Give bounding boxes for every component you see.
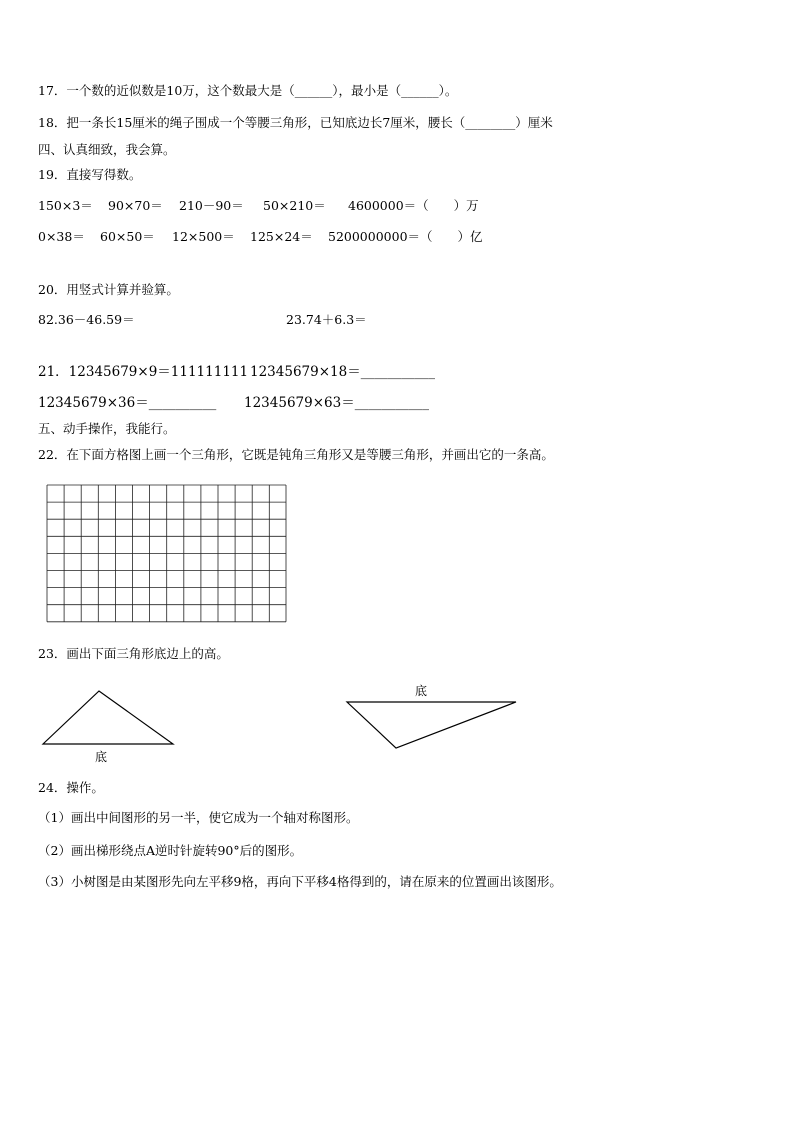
question-19-title: 19．直接写得数。 bbox=[38, 167, 142, 182]
question-24-item-1: （1）画出中间图形的另一半，使它成为一个轴对称图形。 bbox=[38, 810, 359, 825]
calc-item: 12×500＝ bbox=[172, 229, 235, 244]
q21-expression: 21．12345679×9＝111111111 bbox=[38, 364, 249, 380]
section-5-heading: 五、动手操作，我能行。 bbox=[38, 421, 176, 436]
question-24-item-2: （2）画出梯形绕点A逆时针旋转90°后的图形。 bbox=[38, 843, 303, 858]
calc-item: 60×50＝ bbox=[100, 229, 155, 244]
section-4-heading: 四、认真细致，我会算。 bbox=[38, 142, 176, 157]
calc-item: 5200000000＝（ ）亿 bbox=[328, 229, 483, 244]
q21-expression: 12345679×63＝___________ bbox=[244, 395, 429, 411]
question-17: 17．一个数的近似数是10万，这个数最大是（______），最小是（______）。 bbox=[38, 83, 458, 98]
square-grid[interactable] bbox=[46, 484, 288, 624]
calc-item: 50×210＝ bbox=[263, 198, 326, 213]
calc-item: 210－90＝ bbox=[179, 198, 244, 213]
vertical-calc-item: 82.36－46.59＝ bbox=[38, 312, 135, 327]
question-20-title: 20．用竖式计算并验算。 bbox=[38, 282, 179, 297]
question-23-title: 23．画出下面三角形底边上的高。 bbox=[38, 646, 229, 661]
triangle-right-shape[interactable] bbox=[347, 702, 516, 748]
question-24-item-3: （3）小树图是由某图形先向左平移9格，再向下平移4格得到的，请在原来的位置画出该图形。 bbox=[38, 874, 562, 889]
base-label-left: 底 bbox=[95, 750, 108, 764]
calc-item: 150×3＝ bbox=[38, 198, 93, 213]
calc-item: 125×24＝ bbox=[250, 229, 313, 244]
question-24-title: 24．操作。 bbox=[38, 780, 104, 795]
triangle-left-shape[interactable] bbox=[43, 691, 173, 744]
question-18: 18．把一条长15厘米的绳子围成一个等腰三角形，已知底边长7厘米，腰长（________）厘米 bbox=[38, 115, 553, 130]
base-label-right: 底 bbox=[415, 684, 428, 698]
triangle-left[interactable] bbox=[40, 686, 180, 766]
calc-item: 4600000＝（ ）万 bbox=[348, 198, 479, 213]
vertical-calc-item: 23.74＋6.3＝ bbox=[286, 312, 367, 327]
calc-item: 0×38＝ bbox=[38, 229, 85, 244]
q21-expression: 12345679×36＝__________ bbox=[38, 395, 217, 411]
q21-expression: 12345679×18＝___________ bbox=[250, 364, 435, 380]
question-22: 22．在下面方格图上画一个三角形，它既是钝角三角形又是等腰三角形，并画出它的一条高。 bbox=[38, 447, 554, 462]
calc-item: 90×70＝ bbox=[108, 198, 163, 213]
triangle-right[interactable] bbox=[342, 680, 522, 752]
